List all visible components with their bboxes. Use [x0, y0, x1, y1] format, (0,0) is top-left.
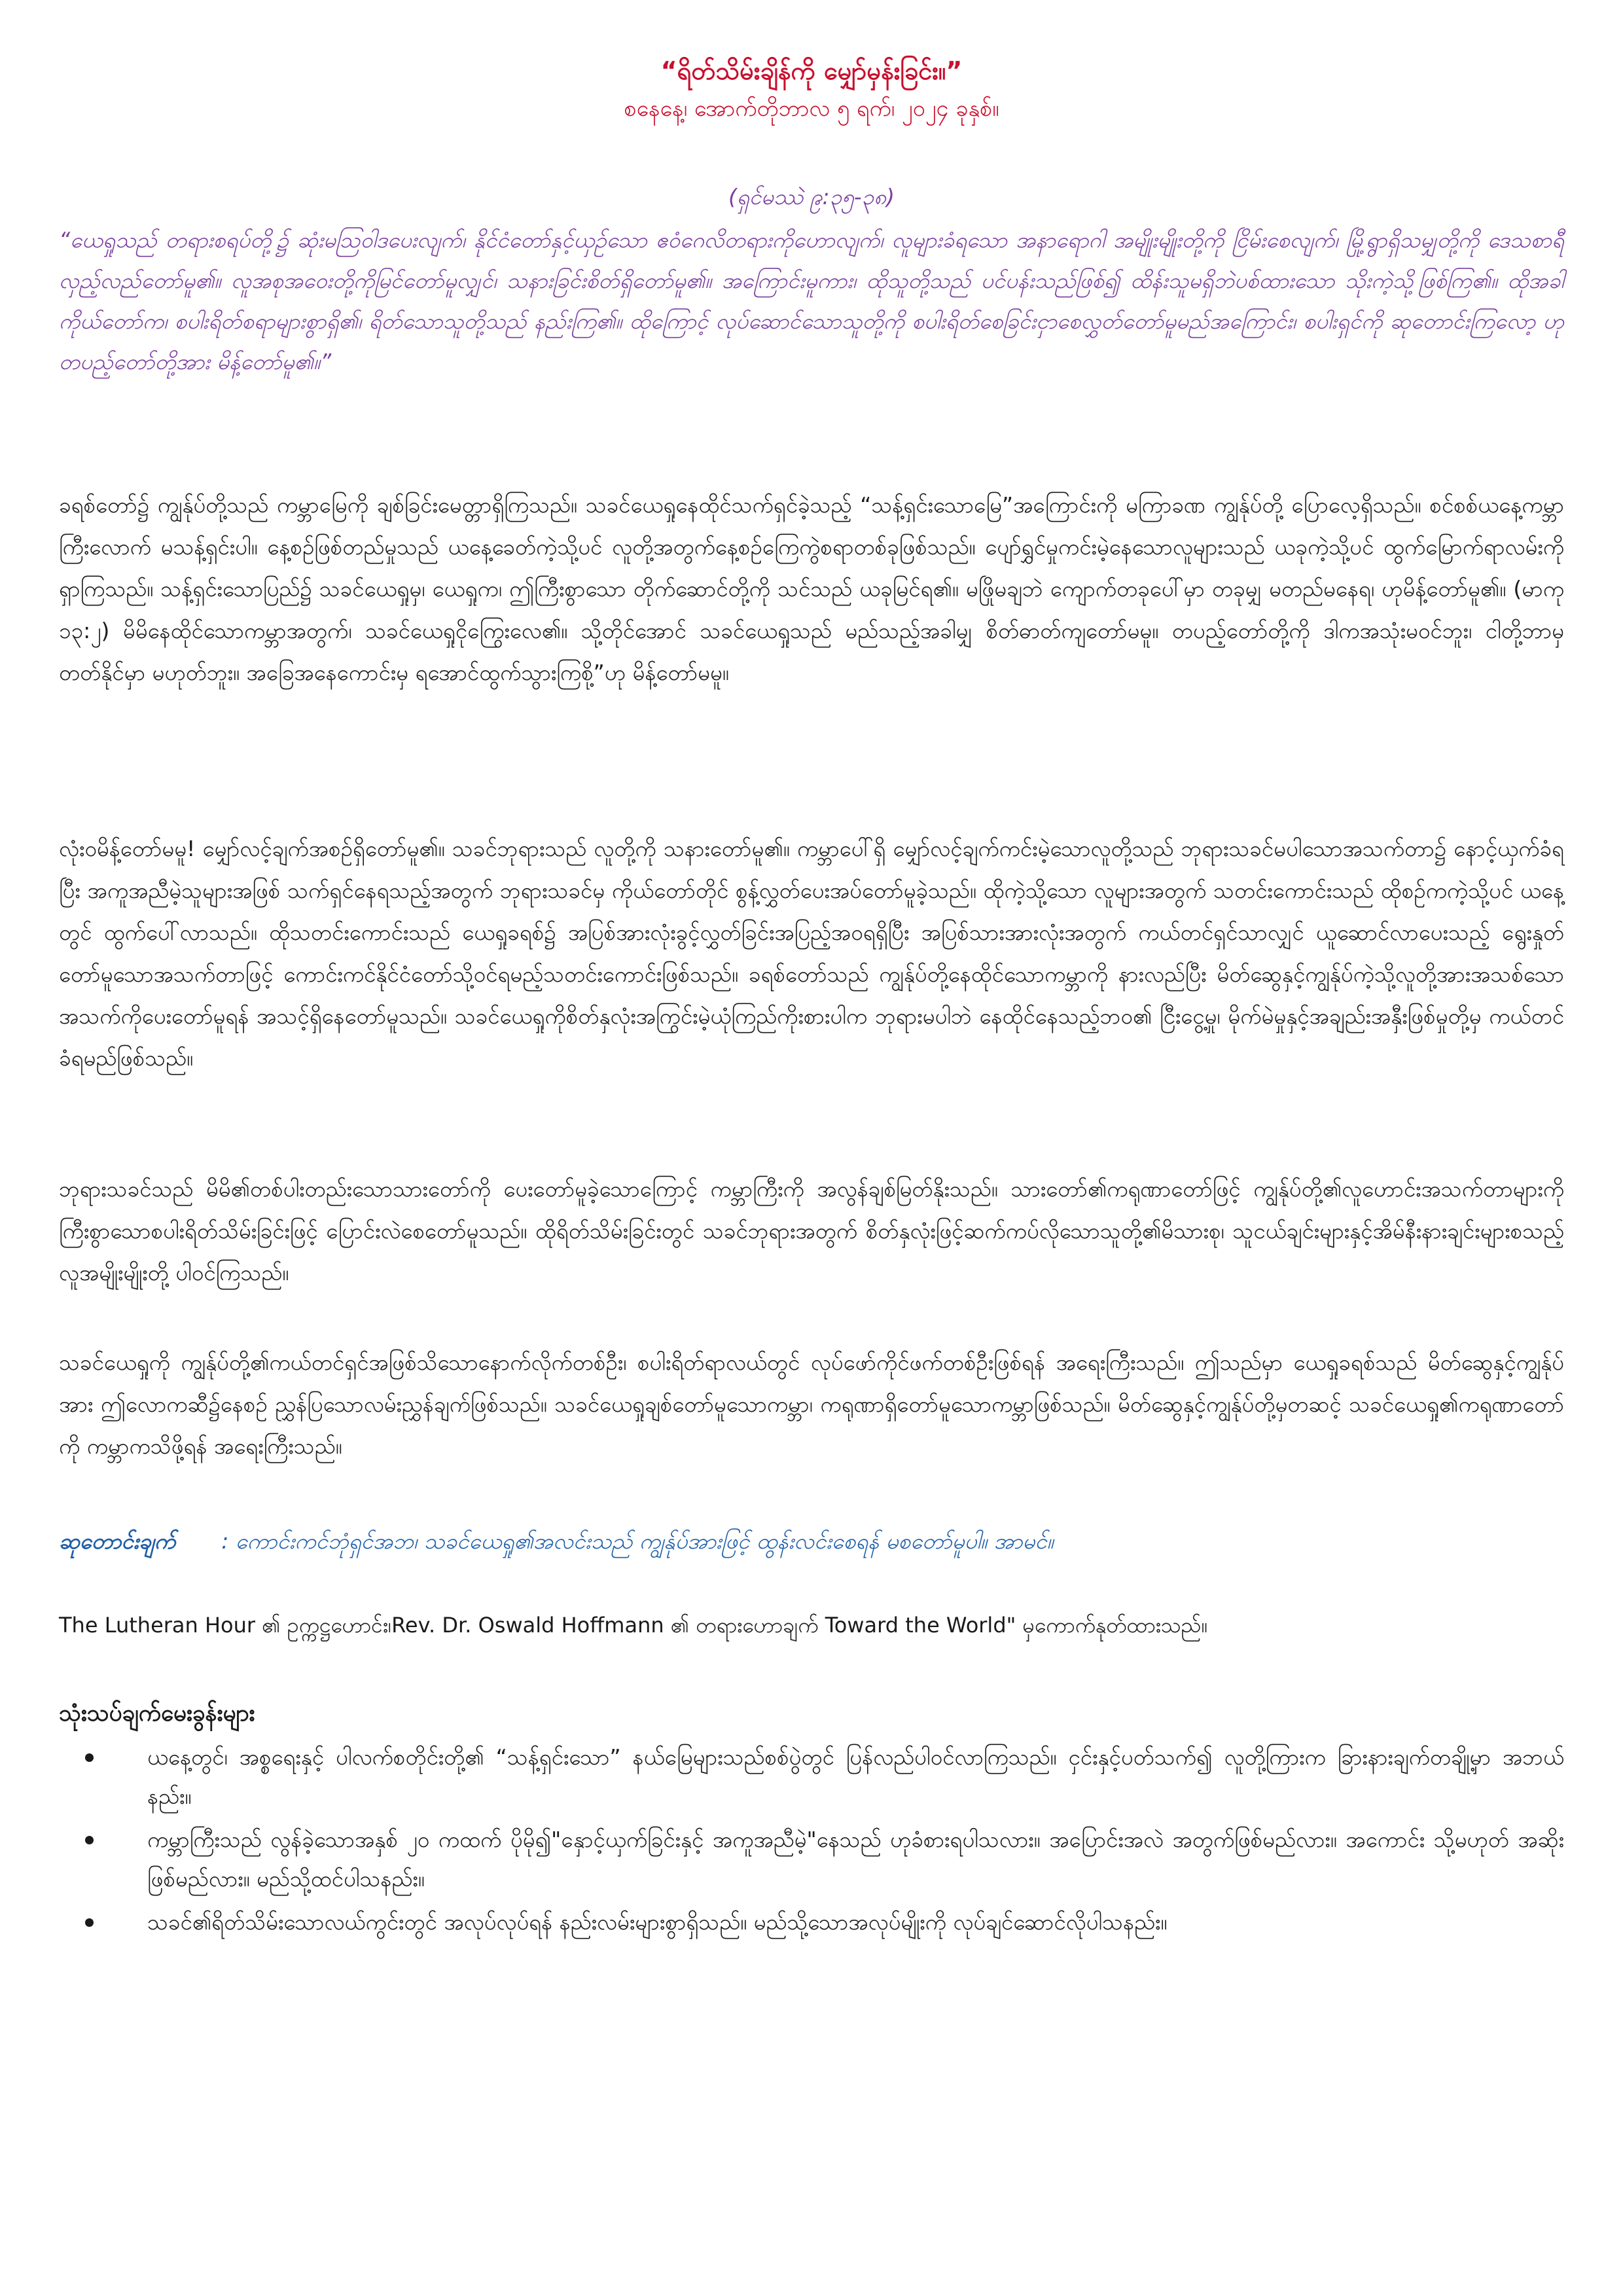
- body-paragraph-3: ဘုရားသခင်သည် မိမိ၏တစ်ပါးတည်းသောသားတော်ကို ပေးတော်မူခဲ့သောကြောင့် ကမ္ဘာကြီးကို အလွန်ချစ်မြတ်နိုးသည်။ သားတော်၏ကရုဏာတော်ဖြင့် ကျွန်ုပ်တို့၏လူဟောင်းအသက်တာများကို ကြီးစွာသောစပါးရိတ်သိမ်းခြင်းဖြင့် ပြောင်းလဲစေတော်မူသည်။ ထိုရိတ်သိမ်းခြင်းတွင် သခင်ဘုရားအတွက် စိတ်နှလုံးဖြင့်ဆက်ကပ်လိုသောသူတို့၏မိသားစု၊ သူငယ်ချင်းများနှင့်အိမ်နီးနားချင်းများစသည့် လူအမျိုးမျိုးတို့ ပါဝင်ကြသည်။: [59, 1176, 1564, 1285]
- scripture-reference: (ရှင်မဿဲ ၉:၃၅-၃၈): [728, 184, 895, 209]
- question-item: [59, 1738, 1564, 1816]
- prayer-text: : ကောင်းကင်ဘုံရှင်အဘ၊ သခင်ယေရှု၏အလင်းသည် ကျွန်ုပ်အားဖြင့် ထွန်းလင်းစေရန် မစတော်မူပါ။ အာမင်။: [221, 1528, 1054, 1554]
- scripture-passage: [59, 177, 1564, 382]
- questions-heading: သုံးသပ်ချက်မေးခွန်းများ: [59, 1700, 255, 1727]
- source-attribution: The Lutheran Hour ၏ ဥက္ကဋ္ဌဟောင်း၊Rev. Dr. Oswald Hoffmann ၏ တရားဟောချက် Toward the World" မှကောက်နုတ်ထားသည်။: [59, 1613, 1208, 1638]
- question-text: သခင်၏ရိတ်သိမ်းသောလယ်ကွင်းတွင် အလုပ်လုပ်ရန် နည်းလမ်းများစွာရှိသည်။ မည်သို့သောအလုပ်မျိုးကို လုပ်ချင်ဆောင်လိုပါသနည်း။: [147, 1909, 1168, 1935]
- prayer-label: ဆုတောင်းချက်: [59, 1528, 176, 1554]
- body-paragraph-2: လုံးဝမိန့်တော်မမူ! မျှော်လင့်ချက်အစဉ်ရှိတော်မူ၏။ သခင်ဘုရားသည် လူတို့ကို သနားတော်မူ၏။ ကမ္ဘာပေါ်ရှိ မျှော်လင့်ချက်ကင်းမဲ့သောလူတို့သည် ဘုရားသခင်မပါသောအသက်တာ၌ နောင့်ယှက်ခံရပြီး အကူအညီမဲ့သူများအဖြစ် သက်ရှင်နေရသည့်အတွက် ဘုရားသခင်မှ ကိုယ်တော်တိုင် စွန့်လွှတ်ပေးအပ်တော်မူခဲ့သည်။ ထိုကဲ့သို့သော လူများအတွက် သတင်းကောင်းသည် ထိုစဉ်ကကဲ့သို့ပင် ယနေ့တွင် ထွက်ပေါ်လာသည်။ ထိုသတင်းကောင်းသည် ယေရှုခရစ်၌ အပြစ်အားလုံးခွင့်လွှတ်ခြင်းအပြည့်အဝရရှိပြီး အပြစ်သားအားလုံးအတွက် ကယ်တင်ရှင်သာလျှင် ယူဆောင်လာပေးသည့် ရွေးနှုတ်တော်မူသောအသက်တာဖြင့် ကောင်းကင်နိုင်ငံတော်သို့ဝင်ရမည့်သတင်းကောင်းဖြစ်သည်။ ခရစ်တော်သည် ကျွန်ုပ်တို့နေထိုင်သောကမ္ဘာကို နားလည်ပြီး မိတ်ဆွေနှင့်ကျွန်ုပ်ကဲ့သို့လူတို့အားအသစ်သောအသက်ကိုပေးတော်မူရန် အသင့်ရှိနေတော်မူသည်။ သခင်ယေရှုကိုစိတ်နှလုံးအကြွင်းမဲ့ယုံကြည်ကိုးစားပါက ဘုရားမပါဘဲ နေထိုင်နေသည့်ဘဝ၏ ငြီးငွေ့မှု၊ မိုက်မဲမှုနှင့်အချည်းအနှီးဖြစ်မှုတို့မှ ကယ်တင်ခံရမည်ဖြစ်သည်။: [59, 836, 1564, 1071]
- prayer: [59, 1522, 1564, 1561]
- body-paragraph-4: သခင်ယေရှုကို ကျွန်ုပ်တို့၏ကယ်တင်ရှင်အဖြစ်သိသောနောက်လိုက်တစ်ဦး၊ စပါးရိတ်ရာလယ်တွင် လုပ်ဖော်ကိုင်ဖက်တစ်ဦးဖြစ်ရန် အရေးကြီးသည်။ ဤသည်မှာ ယေရှုခရစ်သည် မိတ်ဆွေနှင့်ကျွန်ုပ်အား ဤလောကဆီ၌နေစဉ် ညွှန်ပြသောလမ်းညွှန်ချက်ဖြစ်သည်။ သခင်ယေရှုချစ်တော်မူသောကမ္ဘာ၊ ကရုဏာရှိတော်မူသောကမ္ဘာဖြစ်သည်။ မိတ်ဆွေနှင့်ကျွန်ုပ်တို့မှတဆင့် သခင်ယေရှု၏ကရုဏာတော်ကို ကမ္ဘာကသိဖို့ရန် အရေးကြီးသည်။: [59, 1350, 1564, 1459]
- devotion-title: “ရိတ်သိမ်းချိန်ကို မျှော်မှန်းခြင်း။”: [660, 56, 963, 85]
- header: [0, 52, 1623, 126]
- devotion-date: စနေနေ့၊ အောက်တိုဘာလ ၅ ရက်၊ ၂၀၂၄ ခုနှစ်။: [624, 96, 999, 122]
- question-text: ကမ္ဘာကြီးသည် လွန်ခဲ့သောအနှစ် ၂၀ ကထက် ပိုမို၍"နှောင့်ယှက်ခြင်းနှင့် အကူအညီမဲ့"နေသည် ဟုခံစားရပါသလား။ အပြောင်းအလဲ အတွက်ဖြစ်မည်လား။ အကောင်း သို့မဟုတ် အဆိုးဖြစ်မည်လား။ မည်သို့ထင်ပါသနည်း။: [147, 1827, 1564, 1892]
- question-item: [59, 1820, 1564, 1899]
- bullet-icon: [85, 1836, 94, 1844]
- bullet-icon: [85, 1918, 94, 1927]
- question-item: [59, 1903, 1564, 1942]
- questions-list: [59, 1738, 1564, 1946]
- question-text: ယနေ့တွင်၊ အစ္စရေးနှင့် ပါလက်စတိုင်းတို့၏ “သန့်ရှင်းသော” နယ်မြေများသည်စစ်ပွဲတွင် ပြန်လည်ပါဝင်လာကြသည်။ ငှင်းနှင့်ပတ်သက်၍ လူတို့ကြားက ခြားနားချက်တချို့မှာ အဘယ်နည်း။: [147, 1744, 1564, 1809]
- body-paragraph-1: ခရစ်တော်၌ ကျွန်ုပ်တို့သည် ကမ္ဘာမြေကို ချစ်ခြင်းမေတ္တာရှိကြသည်။ သခင်ယေရှုနေထိုင်သက်ရှင်ခဲ့သည့် “သန့်ရှင်းသောမြေ”အကြောင်းကို မကြာခဏ ကျွန်ုပ်တို့ ပြောလေ့ရှိသည်။ စင်စစ်ယနေ့ကမ္ဘာကြီးလောက် မသန့်ရှင်းပါ။ နေ့စဉ်ဖြစ်တည်မှုသည် ယနေ့ခေတ်ကဲ့သို့ပင် လူတို့အတွက်နေ့စဉ်ကြေကွဲစရာတစ်ခုဖြစ်သည်။ ပျော်ရွှင်မှုကင်းမဲ့နေသောလူများသည် ယခုကဲ့သို့ပင် ထွက်မြောက်ရာလမ်းကိုရှာကြသည်။ သန့်ရှင်းသောပြည်၌ သခင်ယေရှုမှ၊ ယေရှုက၊ ဤကြီးစွာသော တိုက်ဆောင်တို့ကို သင်သည် ယခုမြင်ရ၏။ မဖြိုမချဘဲ ကျောက်တခုပေါ်မှာ တခုမျှ မတည်မနေရ၊ ဟုမိန့်တော်မူ၏။ (မာကု ၁၃:၂) မိမိနေထိုင်သောကမ္ဘာအတွက်၊ သခင်ယေရှုငိုကြွေးလေ၏။ သို့တိုင်အောင် သခင်ယေရှုသည် မည်သည့်အခါမျှ စိတ်ဓာတ်ကျတော်မမူ။ တပည့်တော်တို့ကို ဒါကအသုံးမဝင်ဘူး၊ ငါတို့ဘာမှတတ်နိုင်မှာ မဟုတ်ဘူး။ အခြေအနေကောင်းမှ ရအောင်ထွက်သွားကြစို့”ဟု မိန့်တော်မမူ။: [59, 492, 1564, 685]
- scripture-text: “ယေရှုသည် တရားစရပ်တို့၌ ဆုံးမဩဝါဒပေးလျက်၊ နိုင်ငံတော်နှင့်ယှဉ်သော ဧဝံဂေလိတရားကိုဟောလျက်၊ လူများခံရသော အနာရောဂါ အမျိုးမျိုးတို့ကို ငြိမ်းစေလျက်၊ မြို့ရွာရှိသမျှတို့ကို ဒေသစာရီလှည့်လည်တော်မူ၏။ လူအစုအဝေးတို့ကိုမြင်တော်မူလျှင်၊ သနားခြင်းစိတ်ရှိတော်မူ၏။ အကြောင်းမူကား၊ ထိုသူတို့သည် ပင်ပန်းသည်ဖြစ်၍ ထိန်းသူမရှိဘဲပစ်ထားသော သိုးကဲ့သို့ဖြစ်ကြ၏။ ထိုအခါ ကိုယ်တော်က၊ စပါးရိတ်စရာများစွာရှိ၏၊ ရိတ်သောသူတို့သည် နည်းကြ၏။ ထိုကြောင့် လုပ်ဆောင်သောသူတို့ကို စပါးရိတ်စေခြင်းငှာစေလွှတ်တော်မူမည်အကြောင်း၊ စပါးရှင်ကို ဆုတောင်းကြလော့ ဟုတပည့်တော်တို့အား မိန့်တော်မူ၏။”: [59, 227, 1564, 374]
- bullet-icon: [85, 1753, 94, 1762]
